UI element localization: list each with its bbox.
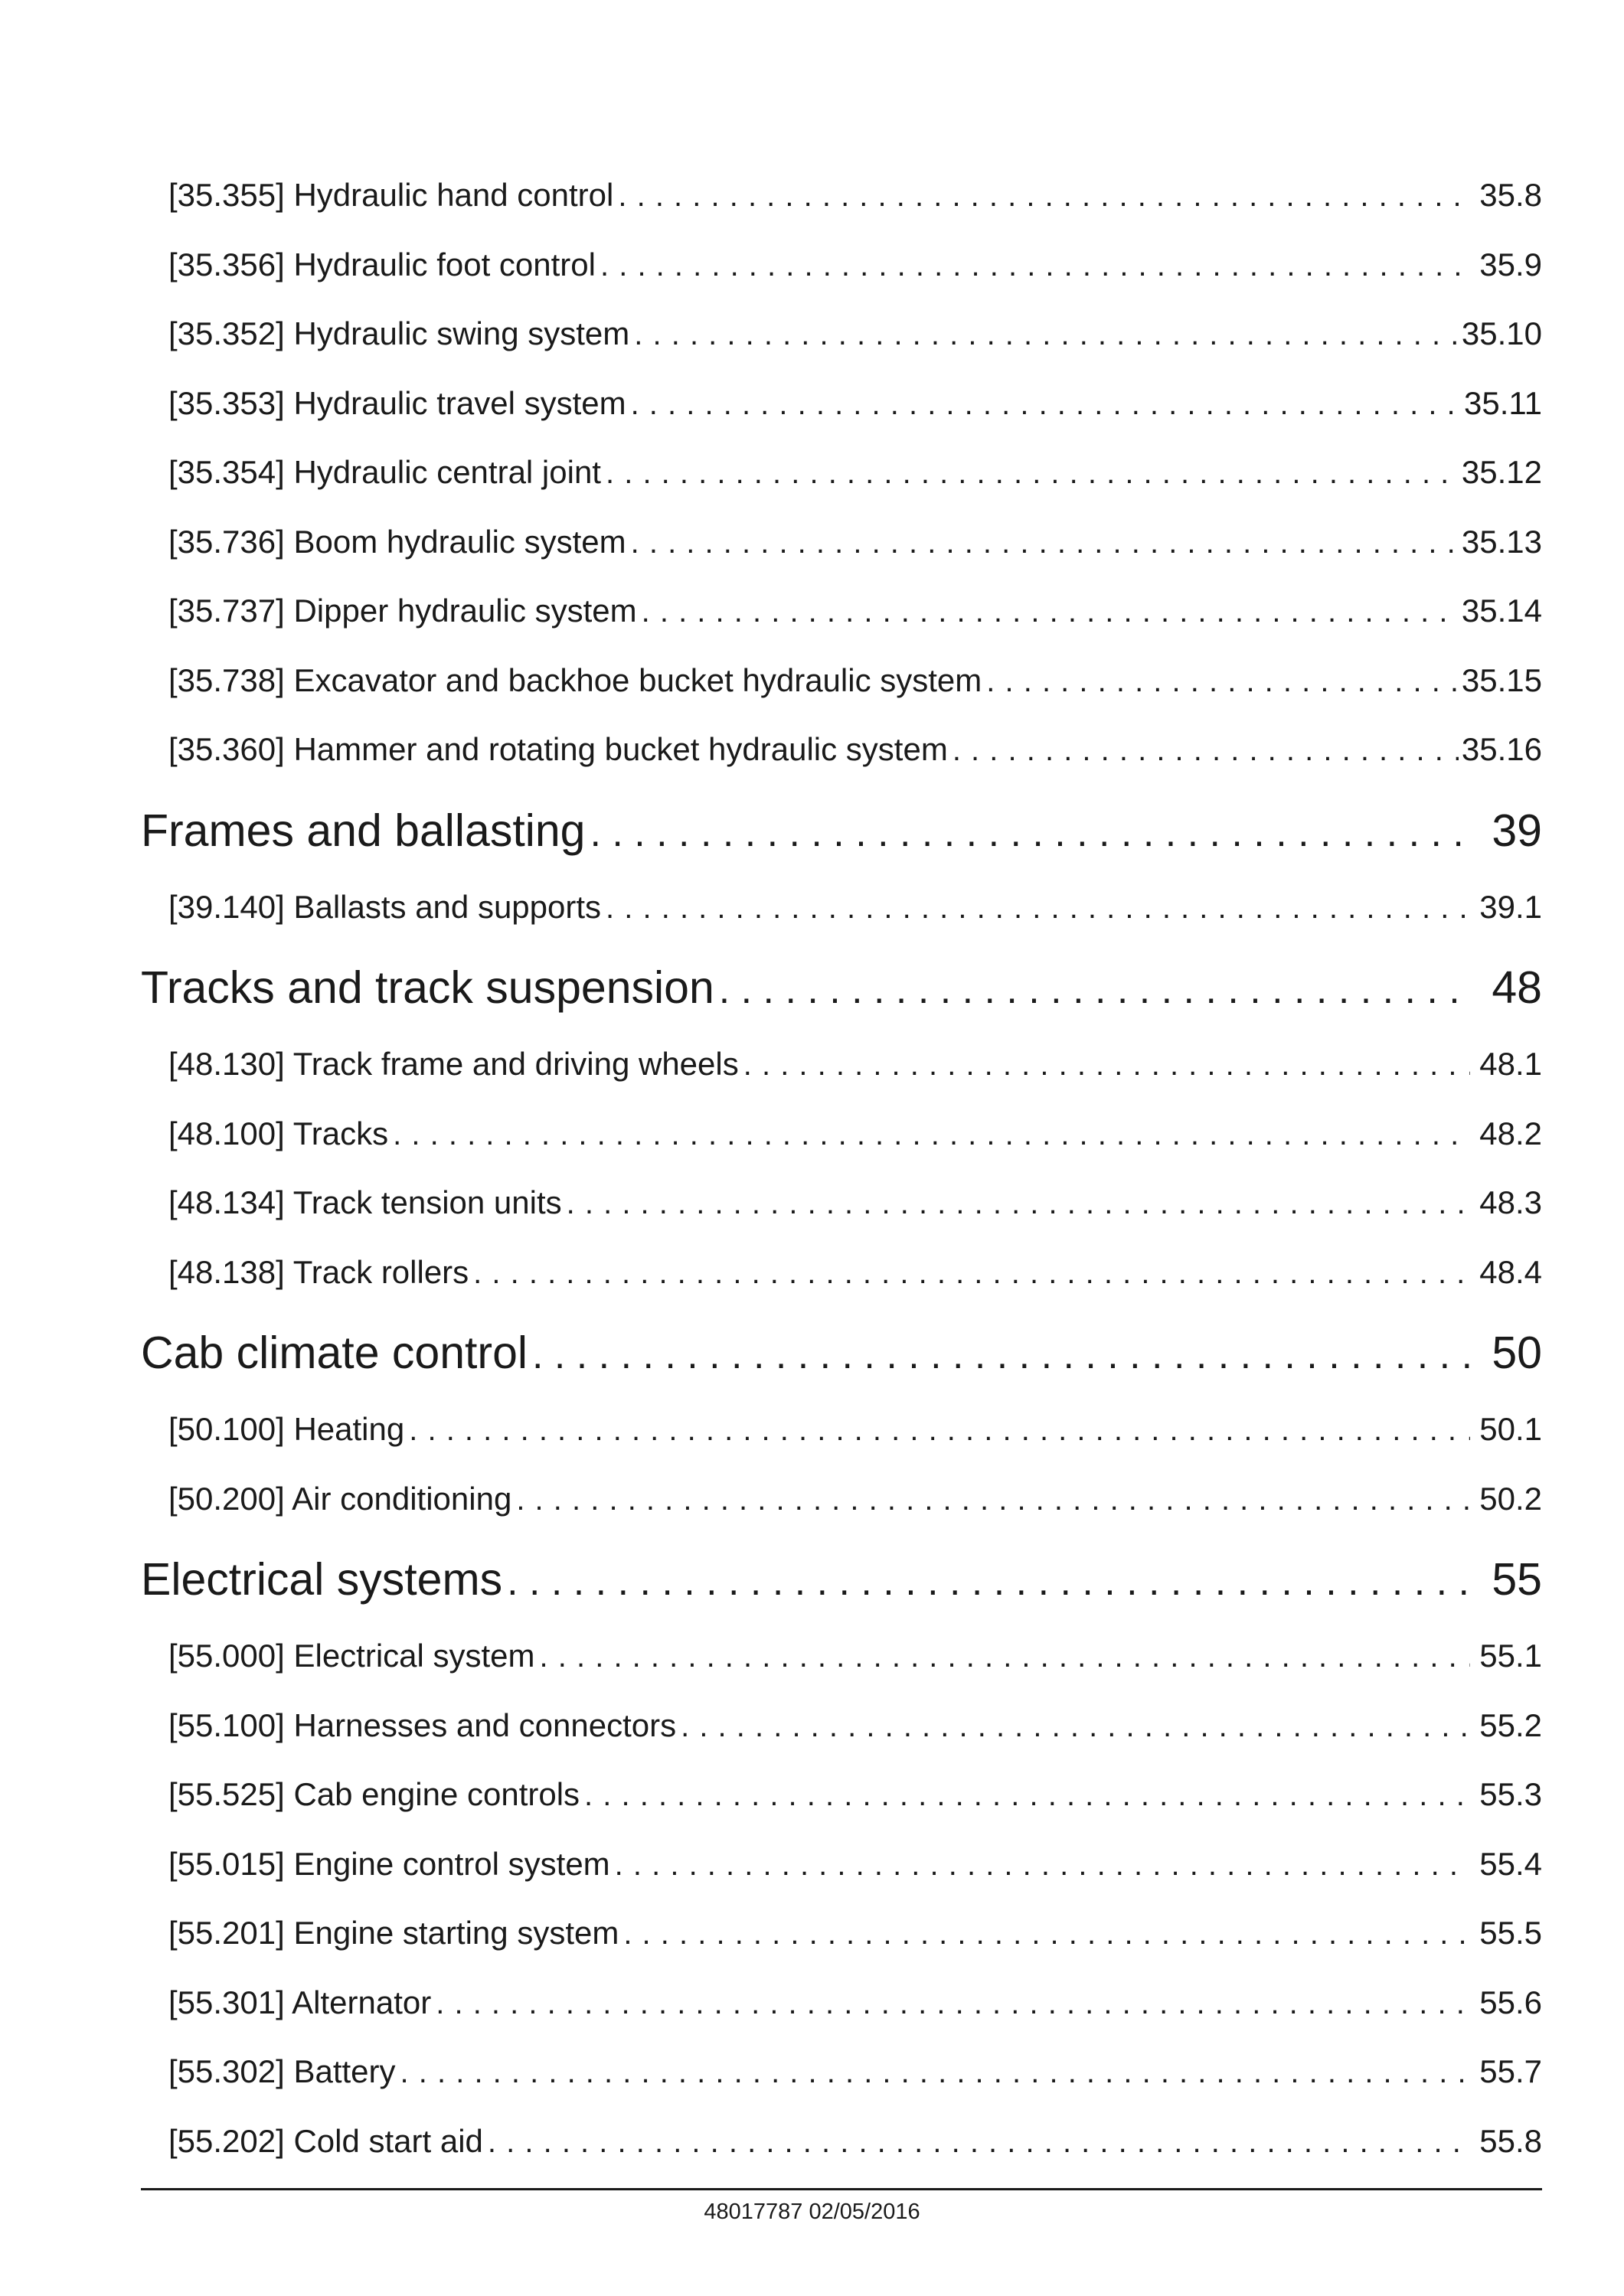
toc-page-number: 55.3 bbox=[1479, 1776, 1542, 1812]
toc-section-page-number: 50 bbox=[1492, 1328, 1542, 1378]
table-of-contents bbox=[141, 161, 1542, 2176]
dot-leader bbox=[986, 647, 1459, 716]
toc-page-number: 35.12 bbox=[1461, 454, 1542, 490]
dot-leader bbox=[409, 1396, 1470, 1465]
toc-section-heading[interactable] bbox=[141, 789, 1542, 872]
toc-page-number: 35.16 bbox=[1461, 731, 1542, 767]
toc-entry[interactable] bbox=[141, 715, 1542, 785]
toc-page-number: 35.14 bbox=[1461, 593, 1542, 629]
toc-section-page-number: 55 bbox=[1492, 1554, 1542, 1605]
toc-section-heading[interactable] bbox=[141, 1311, 1542, 1394]
toc-entry[interactable] bbox=[141, 1099, 1542, 1169]
dot-leader bbox=[516, 1465, 1470, 1534]
toc-entry[interactable] bbox=[141, 2037, 1542, 2107]
toc-entry[interactable] bbox=[141, 1238, 1542, 1308]
toc-section-title: Electrical systems bbox=[141, 1554, 503, 1605]
toc-section-page-number: 39 bbox=[1492, 805, 1542, 856]
toc-entry[interactable] bbox=[141, 1168, 1542, 1238]
toc-entry-title: [35.354] Hydraulic central joint bbox=[168, 454, 601, 490]
toc-entry-title: [35.736] Boom hydraulic system bbox=[168, 523, 626, 560]
toc-page-number: 35.15 bbox=[1461, 661, 1542, 698]
toc-page-number: 48.4 bbox=[1479, 1253, 1542, 1290]
toc-entry[interactable] bbox=[141, 299, 1542, 369]
toc-entry[interactable] bbox=[141, 230, 1542, 300]
dot-leader bbox=[631, 370, 1461, 439]
toc-entry[interactable] bbox=[141, 1968, 1542, 2038]
toc-page-number: 35.8 bbox=[1479, 177, 1542, 213]
toc-entry-title: [35.360] Hammer and rotating bucket hydraulic system bbox=[168, 731, 948, 767]
dot-leader bbox=[631, 508, 1459, 577]
toc-page-number: 55.5 bbox=[1479, 1915, 1542, 1951]
toc-entry[interactable] bbox=[141, 1691, 1542, 1761]
toc-entry-title: [35.738] Excavator and backhoe bucket hydraulic system bbox=[168, 661, 982, 698]
toc-entry[interactable] bbox=[141, 2107, 1542, 2177]
toc-page-number: 39.1 bbox=[1479, 888, 1542, 925]
toc-section-title: Cab climate control bbox=[141, 1328, 528, 1378]
footer-document-id: 48017787 02/05/2016 bbox=[704, 2200, 920, 2224]
toc-entry-title: [55.302] Battery bbox=[168, 2053, 396, 2089]
toc-entry[interactable] bbox=[141, 438, 1542, 508]
toc-entry-title: [55.000] Electrical system bbox=[168, 1638, 535, 1674]
toc-entry-title: [35.352] Hydraulic swing system bbox=[168, 315, 630, 351]
toc-section-page-number: 48 bbox=[1492, 962, 1542, 1013]
dot-leader bbox=[436, 1969, 1470, 2038]
toc-entry[interactable] bbox=[141, 576, 1542, 646]
toc-entry-title: [35.353] Hydraulic travel system bbox=[168, 384, 626, 421]
toc-entry[interactable] bbox=[141, 1622, 1542, 1691]
toc-entry[interactable] bbox=[141, 873, 1542, 942]
toc-page-number: 35.10 bbox=[1461, 315, 1542, 351]
dot-leader bbox=[634, 300, 1459, 369]
dot-leader bbox=[590, 792, 1470, 872]
toc-entry-title: [48.138] Track rollers bbox=[168, 1253, 469, 1290]
toc-entry-title: [55.201] Engine starting system bbox=[168, 1915, 619, 1951]
toc-entry-title: [55.202] Cold start aid bbox=[168, 2122, 483, 2159]
toc-entry[interactable] bbox=[141, 161, 1542, 230]
dot-leader bbox=[488, 2108, 1470, 2177]
dot-leader bbox=[600, 231, 1470, 300]
toc-entry-title: [39.140] Ballasts and supports bbox=[168, 888, 602, 925]
toc-entry[interactable] bbox=[141, 1030, 1542, 1099]
dot-leader bbox=[743, 1030, 1470, 1099]
toc-page-number: 55.4 bbox=[1479, 1845, 1542, 1882]
toc-section-title: Tracks and track suspension bbox=[141, 962, 714, 1013]
toc-entry-title: [48.130] Track frame and driving wheels bbox=[168, 1046, 739, 1082]
dot-leader bbox=[473, 1239, 1470, 1308]
toc-page-number: 35.9 bbox=[1479, 246, 1542, 283]
toc-entry-title: [55.100] Harnesses and connectors bbox=[168, 1706, 677, 1743]
toc-entry[interactable] bbox=[141, 1395, 1542, 1465]
dot-leader bbox=[584, 1761, 1470, 1830]
toc-page-number: 55.6 bbox=[1479, 1984, 1542, 2020]
toc-section-heading[interactable] bbox=[141, 1538, 1542, 1621]
dot-leader bbox=[393, 1100, 1470, 1169]
toc-page-number: 35.11 bbox=[1464, 384, 1542, 421]
dot-leader bbox=[618, 162, 1470, 230]
toc-page-number: 55.2 bbox=[1479, 1706, 1542, 1743]
dot-leader bbox=[540, 1622, 1470, 1691]
toc-entry-title: [35.356] Hydraulic foot control bbox=[168, 246, 596, 283]
dot-leader bbox=[953, 716, 1459, 785]
toc-entry-title: [48.100] Tracks bbox=[168, 1115, 389, 1151]
toc-page-number: 35.13 bbox=[1461, 523, 1542, 560]
dot-leader bbox=[507, 1540, 1470, 1621]
dot-leader bbox=[719, 949, 1470, 1029]
toc-entry-title: [35.737] Dipper hydraulic system bbox=[168, 593, 637, 629]
footer-divider bbox=[141, 2188, 1542, 2190]
toc-page-number: 55.8 bbox=[1479, 2122, 1542, 2159]
dot-leader bbox=[400, 2038, 1470, 2107]
toc-entry[interactable] bbox=[141, 508, 1542, 577]
toc-page-number: 55.7 bbox=[1479, 2053, 1542, 2089]
toc-entry-title: [48.134] Track tension units bbox=[168, 1184, 562, 1220]
toc-entry[interactable] bbox=[141, 1760, 1542, 1830]
toc-entry-title: [50.100] Heating bbox=[168, 1411, 405, 1447]
dot-leader bbox=[532, 1314, 1470, 1394]
dot-leader bbox=[623, 1899, 1470, 1968]
toc-entry-title: [55.301] Alternator bbox=[168, 1984, 432, 2020]
toc-entry[interactable] bbox=[141, 1899, 1542, 1968]
toc-page-number: 55.1 bbox=[1479, 1638, 1542, 1674]
toc-entry-title: [35.355] Hydraulic hand control bbox=[168, 177, 614, 213]
dot-leader bbox=[567, 1169, 1470, 1238]
toc-section-title: Frames and ballasting bbox=[141, 805, 586, 856]
toc-page-number: 48.2 bbox=[1479, 1115, 1542, 1151]
toc-entry[interactable] bbox=[141, 1465, 1542, 1534]
dot-leader bbox=[642, 577, 1459, 646]
toc-page-number: 48.3 bbox=[1479, 1184, 1542, 1220]
toc-entry[interactable] bbox=[141, 1830, 1542, 1899]
toc-entry-title: [55.525] Cab engine controls bbox=[168, 1776, 580, 1812]
dot-leader bbox=[681, 1692, 1470, 1761]
toc-entry[interactable] bbox=[141, 646, 1542, 716]
toc-entry[interactable] bbox=[141, 369, 1542, 439]
toc-page-number: 50.2 bbox=[1479, 1480, 1542, 1517]
dot-leader bbox=[606, 439, 1459, 508]
toc-entry-title: [55.015] Engine control system bbox=[168, 1845, 610, 1882]
dot-leader bbox=[606, 874, 1470, 942]
toc-page-number: 50.1 bbox=[1479, 1411, 1542, 1447]
dot-leader bbox=[615, 1831, 1470, 1899]
toc-section-heading[interactable] bbox=[141, 946, 1542, 1029]
toc-page-number: 48.1 bbox=[1479, 1046, 1542, 1082]
toc-entry-title: [50.200] Air conditioning bbox=[168, 1480, 512, 1517]
